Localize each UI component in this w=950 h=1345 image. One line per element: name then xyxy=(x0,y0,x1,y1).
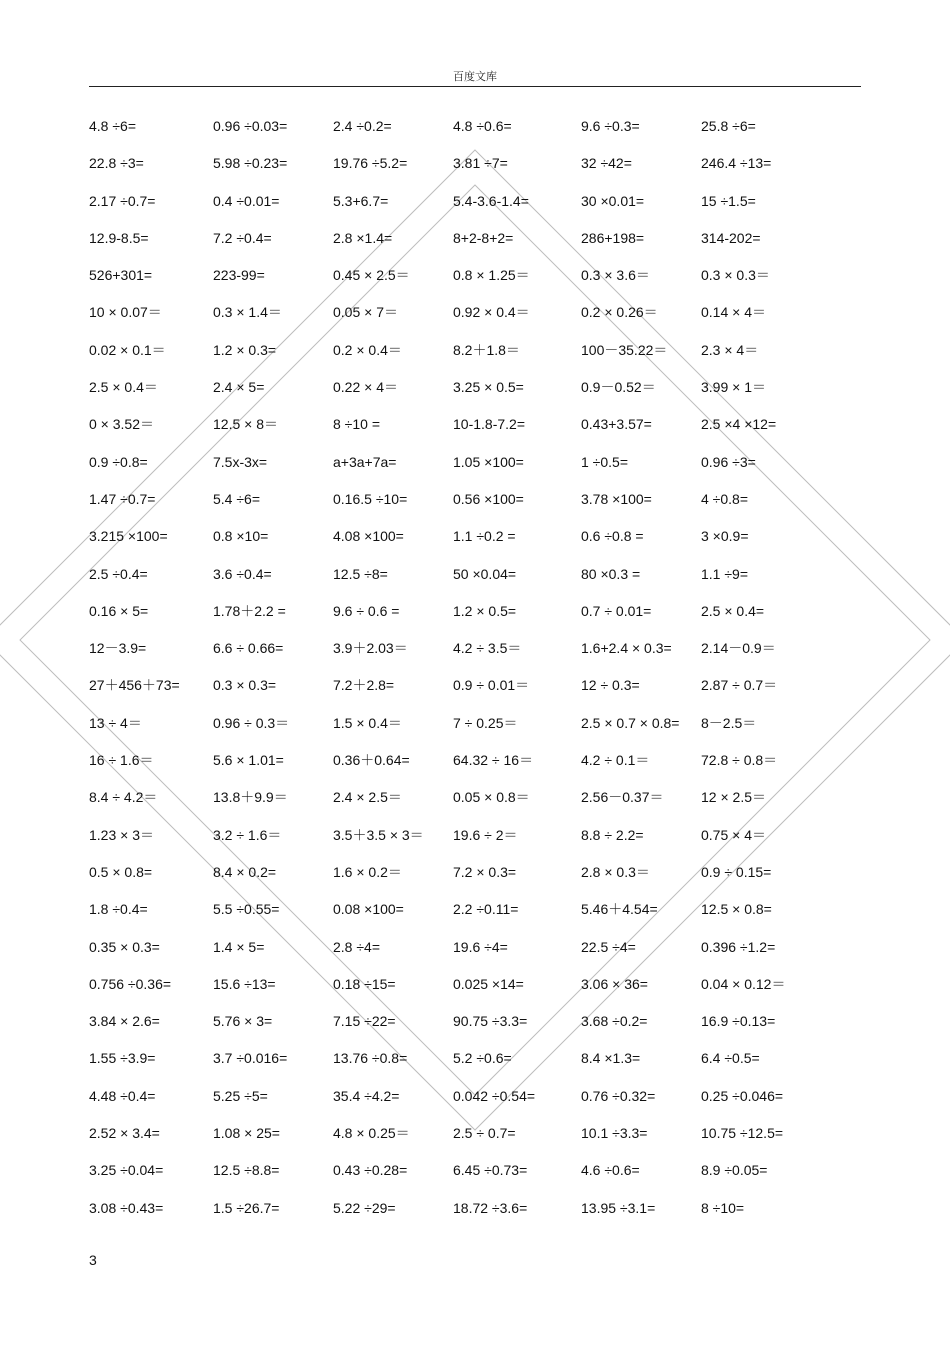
exercise-item: 72.8 ÷ 0.8＝ xyxy=(701,752,778,769)
exercise-item: 18.72 ÷3.6= xyxy=(453,1199,528,1216)
exercise-item: 1.05 ×100= xyxy=(453,453,524,470)
exercise-item: 19.76 ÷5.2= xyxy=(333,155,408,172)
exercise-item: 0 × 3.52＝ xyxy=(89,416,154,433)
exercise-item: 2.14－0.9＝ xyxy=(701,640,776,657)
exercise-item: a+3a+7a= xyxy=(333,453,397,470)
exercise-item: 6.45 ÷0.73= xyxy=(453,1162,528,1179)
exercise-item: 1.6 × 0.2＝ xyxy=(333,863,402,880)
exercise-item: 3.99 × 1＝ xyxy=(701,379,766,396)
exercise-grid xyxy=(89,116,869,1235)
exercise-item: 223-99= xyxy=(213,267,265,284)
exercise-item: 2.4 × 2.5＝ xyxy=(333,789,402,806)
exercise-row xyxy=(89,489,869,526)
exercise-item: 2.8 ×1.4= xyxy=(333,229,393,246)
exercise-row xyxy=(89,713,869,750)
exercise-item: 0.756 ÷0.36= xyxy=(89,975,172,992)
exercise-item: 80 ×0.3 = xyxy=(581,565,641,582)
exercise-item: 2.5 ÷0.4= xyxy=(89,565,148,582)
exercise-item: 10-1.8-7.2= xyxy=(453,416,525,433)
exercise-item: 6.6 ÷ 0.66= xyxy=(213,640,284,657)
exercise-item: 0.9 ÷ 0.01＝ xyxy=(453,677,530,694)
exercise-item: 5.46＋4.54= xyxy=(581,901,658,918)
exercise-item: 0.05 × 7＝ xyxy=(333,304,398,321)
exercise-item: 0.05 × 0.8＝ xyxy=(453,789,530,806)
exercise-item: 12 × 2.5＝ xyxy=(701,789,766,806)
exercise-item: 0.3 × 3.6＝ xyxy=(581,267,650,284)
exercise-item: 16 ÷ 1.6＝ xyxy=(89,752,154,769)
exercise-item: 22.8 ÷3= xyxy=(89,155,144,172)
exercise-item: 3.25 × 0.5= xyxy=(453,379,524,396)
exercise-row xyxy=(89,937,869,974)
exercise-item: 0.96 ÷ 0.3＝ xyxy=(213,714,290,731)
exercise-item: 12 ÷ 0.3= xyxy=(581,677,640,694)
exercise-item: 1.1 ÷0.2 = xyxy=(453,528,516,545)
exercise-row xyxy=(89,825,869,862)
exercise-item: 7.2＋2.8= xyxy=(333,677,395,694)
exercise-item: 1.5 ÷26.7= xyxy=(213,1199,280,1216)
exercise-item: 3.84 × 2.6= xyxy=(89,1013,160,1030)
exercise-item: 1.6+2.4 × 0.3= xyxy=(581,640,672,657)
exercise-item: 2.4 × 5= xyxy=(213,379,265,396)
exercise-item: 1.8 ÷0.4= xyxy=(89,901,148,918)
exercise-item: 0.16.5 ÷10= xyxy=(333,490,408,507)
exercise-item: 0.5 × 0.8= xyxy=(89,863,153,880)
exercise-item: 8+2-8+2= xyxy=(453,229,514,246)
exercise-row xyxy=(89,414,869,451)
exercise-item: 0.9 ÷0.8= xyxy=(89,453,148,470)
exercise-item: 0.2 × 0.26＝ xyxy=(581,304,658,321)
exercise-item: 7.15 ÷22= xyxy=(333,1013,396,1030)
exercise-item: 0.92 × 0.4＝ xyxy=(453,304,530,321)
exercise-item: 4.8 ÷6= xyxy=(89,118,136,134)
exercise-item: 64.32 ÷ 16＝ xyxy=(453,752,534,769)
exercise-item: 9.6 ÷0.3= xyxy=(581,118,640,134)
exercise-item: 19.6 ÷ 2＝ xyxy=(453,826,518,843)
exercise-row xyxy=(89,1123,869,1160)
exercise-item: 8.8 ÷ 2.2= xyxy=(581,826,644,843)
exercise-item: 3.2 ÷ 1.6＝ xyxy=(213,826,282,843)
exercise-item: 5.3+6.7= xyxy=(333,192,389,209)
exercise-item: 0.96 ÷3= xyxy=(701,453,756,470)
exercise-item: 0.08 ×100= xyxy=(333,901,404,918)
exercise-item: 0.75 × 4＝ xyxy=(701,826,766,843)
exercise-item: 3.81 ÷7= xyxy=(453,155,508,172)
exercise-item: 0.3 × 0.3= xyxy=(213,677,277,694)
exercise-item: 0.4 ÷0.01= xyxy=(213,192,280,209)
exercise-item: 1.2 × 0.3= xyxy=(213,341,277,358)
exercise-item: 8.4 ×1.3= xyxy=(581,1050,641,1067)
exercise-row xyxy=(89,564,869,601)
exercise-item: 0.8 × 1.25＝ xyxy=(453,267,530,284)
exercise-row xyxy=(89,899,869,936)
exercise-item: 12.5 × 8＝ xyxy=(213,416,278,433)
exercise-item: 4.48 ÷0.4= xyxy=(89,1087,156,1104)
exercise-item: 4.8 × 0.25＝ xyxy=(333,1125,410,1142)
exercise-item: 5.98 ÷0.23= xyxy=(213,155,288,172)
exercise-item: 0.042 ÷0.54= xyxy=(453,1087,536,1104)
exercise-item: 15 ÷1.5= xyxy=(701,192,756,209)
exercise-item: 4 ÷0.8= xyxy=(701,490,748,507)
exercise-item: 5.25 ÷5= xyxy=(213,1087,268,1104)
exercise-item: 7 ÷ 0.25＝ xyxy=(453,714,518,731)
exercise-item: 2.2 ÷0.11= xyxy=(453,901,519,918)
exercise-item: 2.5 × 0.4＝ xyxy=(89,379,158,396)
exercise-item: 8 ÷10= xyxy=(701,1199,745,1216)
exercise-item: 6.4 ÷0.5= xyxy=(701,1050,760,1067)
exercise-row xyxy=(89,974,869,1011)
exercise-row xyxy=(89,1011,869,1048)
exercise-item: 0.45 × 2.5＝ xyxy=(333,267,410,284)
exercise-item: 7.2 × 0.3= xyxy=(453,863,517,880)
exercise-item: 10.75 ÷12.5= xyxy=(701,1125,784,1142)
exercise-item: 5.5 ÷0.55= xyxy=(213,901,280,918)
exercise-item: 4.2 ÷ 0.1＝ xyxy=(581,752,650,769)
exercise-item: 0.9 ÷ 0.15= xyxy=(701,863,772,880)
exercise-item: 246.4 ÷13= xyxy=(701,155,772,172)
exercise-item: 1 ÷0.5= xyxy=(581,453,628,470)
exercise-item: 50 ×0.04= xyxy=(453,565,517,582)
exercise-row xyxy=(89,191,869,228)
exercise-item: 12－3.9= xyxy=(89,640,147,657)
exercise-row xyxy=(89,302,869,339)
exercise-item: 0.22 × 4＝ xyxy=(333,379,398,396)
exercise-item: 5.2 ÷0.6= xyxy=(453,1050,512,1067)
exercise-row xyxy=(89,228,869,265)
exercise-item: 4.2 ÷ 3.5＝ xyxy=(453,640,522,657)
exercise-item: 8－2.5＝ xyxy=(701,714,757,731)
exercise-item: 35.4 ÷4.2= xyxy=(333,1087,400,1104)
exercise-item: 286+198= xyxy=(581,229,645,246)
exercise-item: 10.1 ÷3.3= xyxy=(581,1125,648,1142)
exercise-item: 32 ÷42= xyxy=(581,155,632,172)
exercise-item: 0.35 × 0.3= xyxy=(89,938,160,955)
exercise-row xyxy=(89,601,869,638)
exercise-item: 0.02 × 0.1＝ xyxy=(89,341,166,358)
exercise-item: 12.9-8.5= xyxy=(89,229,149,246)
exercise-row xyxy=(89,1198,869,1235)
exercise-item: 1.47 ÷0.7= xyxy=(89,490,156,507)
exercise-item: 5.22 ÷29= xyxy=(333,1199,396,1216)
exercise-item: 0.56 ×100= xyxy=(453,490,524,507)
exercise-item: 13.76 ÷0.8= xyxy=(333,1050,408,1067)
exercise-item: 1.2 × 0.5= xyxy=(453,602,517,619)
exercise-item: 8.2＋1.8＝ xyxy=(453,341,520,358)
header-rule xyxy=(89,86,861,87)
exercise-item: 3.9＋2.03＝ xyxy=(333,640,408,657)
exercise-row xyxy=(89,377,869,414)
exercise-item: 2.17 ÷0.7= xyxy=(89,192,156,209)
exercise-item: 0.76 ÷0.32= xyxy=(581,1087,656,1104)
exercise-item: 8.4 × 0.2= xyxy=(213,863,277,880)
exercise-row xyxy=(89,638,869,675)
exercise-item: 2.52 × 3.4= xyxy=(89,1125,160,1142)
exercise-item: 3 ×0.9= xyxy=(701,528,749,545)
exercise-row xyxy=(89,1048,869,1085)
exercise-item: 0.16 × 5= xyxy=(89,602,149,619)
exercise-item: 2.87 ÷ 0.7＝ xyxy=(701,677,778,694)
exercise-item: 3.5＋3.5 × 3＝ xyxy=(333,826,424,843)
exercise-item: 0.18 ÷15= xyxy=(333,975,396,992)
exercise-item: 15.6 ÷13= xyxy=(213,975,276,992)
exercise-item: 8.9 ÷0.05= xyxy=(701,1162,768,1179)
exercise-item: 13.95 ÷3.1= xyxy=(581,1199,656,1216)
exercise-item: 0.2 × 0.4＝ xyxy=(333,341,402,358)
exercise-item: 1.23 × 3＝ xyxy=(89,826,154,843)
exercise-item: 2.3 × 4＝ xyxy=(701,341,759,358)
exercise-item: 12.5 ÷8.8= xyxy=(213,1162,280,1179)
exercise-row xyxy=(89,862,869,899)
exercise-row xyxy=(89,265,869,302)
exercise-item: 4.8 ÷0.6= xyxy=(453,118,512,134)
exercise-item: 19.6 ÷4= xyxy=(453,938,508,955)
exercise-row xyxy=(89,675,869,712)
exercise-item: 4.6 ÷0.6= xyxy=(581,1162,640,1179)
exercise-item: 7.2 ÷0.4= xyxy=(213,229,272,246)
exercise-row xyxy=(89,116,869,153)
exercise-row xyxy=(89,340,869,377)
exercise-item: 0.43 ÷0.28= xyxy=(333,1162,408,1179)
exercise-row xyxy=(89,153,869,190)
exercise-item: 526+301= xyxy=(89,267,153,284)
exercise-row xyxy=(89,750,869,787)
exercise-item: 0.14 × 4＝ xyxy=(701,304,766,321)
exercise-item: 2.5 ÷ 0.7= xyxy=(453,1125,516,1142)
exercise-row xyxy=(89,787,869,824)
exercise-item: 0.9－0.52＝ xyxy=(581,379,656,396)
exercise-item: 0.396 ÷1.2= xyxy=(701,938,776,955)
exercise-row xyxy=(89,1086,869,1123)
exercise-item: 3.6 ÷0.4= xyxy=(213,565,272,582)
exercise-item: 25.8 ÷6= xyxy=(701,118,756,134)
exercise-item: 5.6 × 1.01= xyxy=(213,752,284,769)
exercise-item: 12.5 × 0.8= xyxy=(701,901,772,918)
exercise-item: 0.3 × 1.4＝ xyxy=(213,304,282,321)
exercise-item: 0.3 × 0.3＝ xyxy=(701,267,770,284)
exercise-item: 0.96 ÷0.03= xyxy=(213,118,288,134)
exercise-item: 10 × 0.07＝ xyxy=(89,304,162,321)
page-number: 3 xyxy=(89,1252,97,1268)
exercise-item: 2.4 ÷0.2= xyxy=(333,118,392,134)
exercise-item: 8 ÷10 = xyxy=(333,416,380,433)
exercise-item: 1.4 × 5= xyxy=(213,938,265,955)
exercise-item: 4.08 ×100= xyxy=(333,528,404,545)
exercise-item: 7.5x-3x= xyxy=(213,453,268,470)
exercise-item: 22.5 ÷4= xyxy=(581,938,636,955)
exercise-item: 3.215 ×100= xyxy=(89,528,168,545)
exercise-row xyxy=(89,452,869,489)
exercise-item: 3.25 ÷0.04= xyxy=(89,1162,164,1179)
exercise-item: 3.7 ÷0.016= xyxy=(213,1050,288,1067)
exercise-item: 13 ÷ 4＝ xyxy=(89,714,142,731)
exercise-item: 5.4 ÷6= xyxy=(213,490,260,507)
exercise-item: 0.43+3.57= xyxy=(581,416,652,433)
exercise-item: 30 ×0.01= xyxy=(581,192,645,209)
exercise-item: 1.1 ÷9= xyxy=(701,565,748,582)
exercise-item: 2.5 ×4 ×12= xyxy=(701,416,777,433)
exercise-item: 0.04 × 0.12＝ xyxy=(701,975,786,992)
exercise-item: 16.9 ÷0.13= xyxy=(701,1013,776,1030)
exercise-item: 0.25 ÷0.046= xyxy=(701,1087,784,1104)
exercise-item: 1.08 × 25= xyxy=(213,1125,280,1142)
exercise-item: 3.78 ×100= xyxy=(581,490,652,507)
exercise-item: 1.78＋2.2 = xyxy=(213,602,286,619)
exercise-item: 9.6 ÷ 0.6 = xyxy=(333,602,400,619)
exercise-item: 2.56－0.37＝ xyxy=(581,789,664,806)
exercise-item: 2.8 × 0.3＝ xyxy=(581,863,650,880)
exercise-item: 0.36＋0.64= xyxy=(333,752,410,769)
page-header-title: 百度文库 xyxy=(453,70,497,83)
exercise-item: 13.8＋9.9＝ xyxy=(213,789,288,806)
exercise-row xyxy=(89,526,869,563)
exercise-item: 8.4 ÷ 4.2＝ xyxy=(89,789,158,806)
exercise-item: 0.8 ×10= xyxy=(213,528,269,545)
exercise-item: 0.025 ×14= xyxy=(453,975,524,992)
exercise-item: 12.5 ÷8= xyxy=(333,565,388,582)
exercise-item: 0.7 ÷ 0.01= xyxy=(581,602,652,619)
exercise-item: 0.6 ÷0.8 = xyxy=(581,528,644,545)
exercise-item: 1.5 × 0.4＝ xyxy=(333,714,402,731)
exercise-item: 90.75 ÷3.3= xyxy=(453,1013,528,1030)
exercise-item: 27＋456＋73= xyxy=(89,677,180,694)
exercise-item: 5.76 × 3= xyxy=(213,1013,273,1030)
exercise-item: 2.8 ÷4= xyxy=(333,938,380,955)
exercise-item: 314-202= xyxy=(701,229,761,246)
exercise-item: 1.55 ÷3.9= xyxy=(89,1050,156,1067)
exercise-item: 5.4-3.6-1.4= xyxy=(453,192,529,209)
exercise-row xyxy=(89,1160,869,1197)
exercise-item: 3.68 ÷0.2= xyxy=(581,1013,648,1030)
exercise-item: 2.5 × 0.4= xyxy=(701,602,765,619)
exercise-item: 100－35.22＝ xyxy=(581,341,668,358)
exercise-item: 3.06 × 36= xyxy=(581,975,648,992)
exercise-item: 3.08 ÷0.43= xyxy=(89,1199,164,1216)
exercise-item: 2.5 × 0.7 × 0.8= xyxy=(581,714,680,731)
